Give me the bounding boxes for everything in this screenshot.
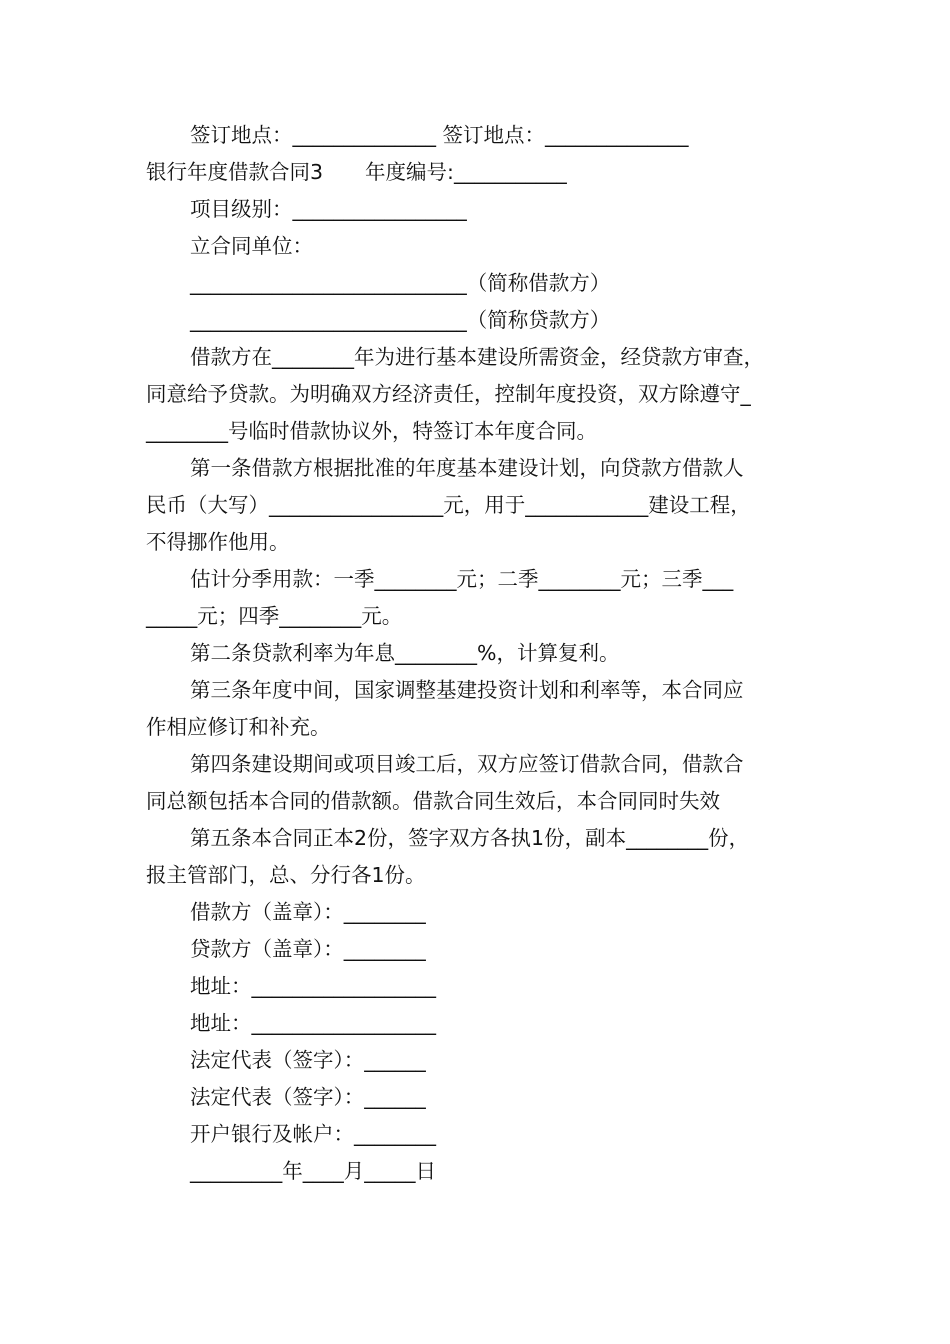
lender-representative-line: 法定代表（签字）：______ <box>190 1085 426 1109</box>
article-5-line-2: 报主管部门，总、分行各1份。 <box>146 863 426 887</box>
borrower-party-line: ___________________________（简称借款方） <box>190 271 611 295</box>
article-1-line-3: 不得挪作他用。 <box>146 530 290 554</box>
article-3-line-2: 作相应修订和补充。 <box>146 715 331 739</box>
article-1-line-2: 民币（大写）_________________元，用于____________建设工程， <box>146 493 751 517</box>
lender-seal-line: 贷款方（盖章）：________ <box>190 937 426 961</box>
article-3-line-1: 第三条年度中间，国家调整基建投资计划和利率等，本合同应 <box>190 678 744 702</box>
annual-number-field: 年度编号:___________ <box>365 160 567 184</box>
borrower-seal-line: 借款方（盖章）：________ <box>190 900 426 924</box>
borrower-address-line: 地址：__________________ <box>190 974 436 998</box>
preamble-line-1: 借款方在________年为进行基本建设所需资金，经贷款方审查， <box>190 345 764 369</box>
article-1-line-1: 第一条借款方根据批准的年度基本建设计划，向贷款方借款人 <box>190 456 744 480</box>
article-4-line-1: 第四条建设期间或项目竣工后，双方应签订借款合同，借款合 <box>190 752 744 776</box>
article-2-line: 第二条贷款利率为年息________%，计算复利。 <box>190 641 620 665</box>
quarterly-usage-line-2: _____元；四季________元。 <box>146 604 403 628</box>
bank-account-line: 开户银行及帐户：________ <box>190 1122 436 1146</box>
borrower-representative-line: 法定代表（签字）：______ <box>190 1048 426 1072</box>
contract-document <box>146 117 836 1190</box>
date-line: _________年____月_____日 <box>190 1159 436 1183</box>
lender-party-line: ___________________________（简称贷款方） <box>190 308 611 332</box>
contract-title: 银行年度借款合同3 <box>146 160 324 184</box>
parties-heading: 立合同单位： <box>190 234 313 258</box>
article-4-line-2: 同总额包括本合同的借款额。借款合同生效后，本合同同时失效 <box>146 789 720 813</box>
project-level-line: 项目级别：_________________ <box>190 197 467 221</box>
preamble-line-2: 同意给予贷款。为明确双方经济责任，控制年度投资，双方除遵守_ <box>146 382 751 406</box>
lender-address-line: 地址：__________________ <box>190 1011 436 1035</box>
quarterly-usage-line-1: 估计分季用款：一季________元；二季________元；三季___ <box>190 567 734 591</box>
article-5-line-1: 第五条本合同正本2份，签字双方各执1份，副本________份， <box>190 826 750 850</box>
signing-place-line: 签订地点：______________ 签订地点：______________ <box>190 123 689 147</box>
title-line <box>146 154 836 191</box>
preamble-line-3: ________号临时借款协议外，特签订本年度合同。 <box>146 419 597 443</box>
